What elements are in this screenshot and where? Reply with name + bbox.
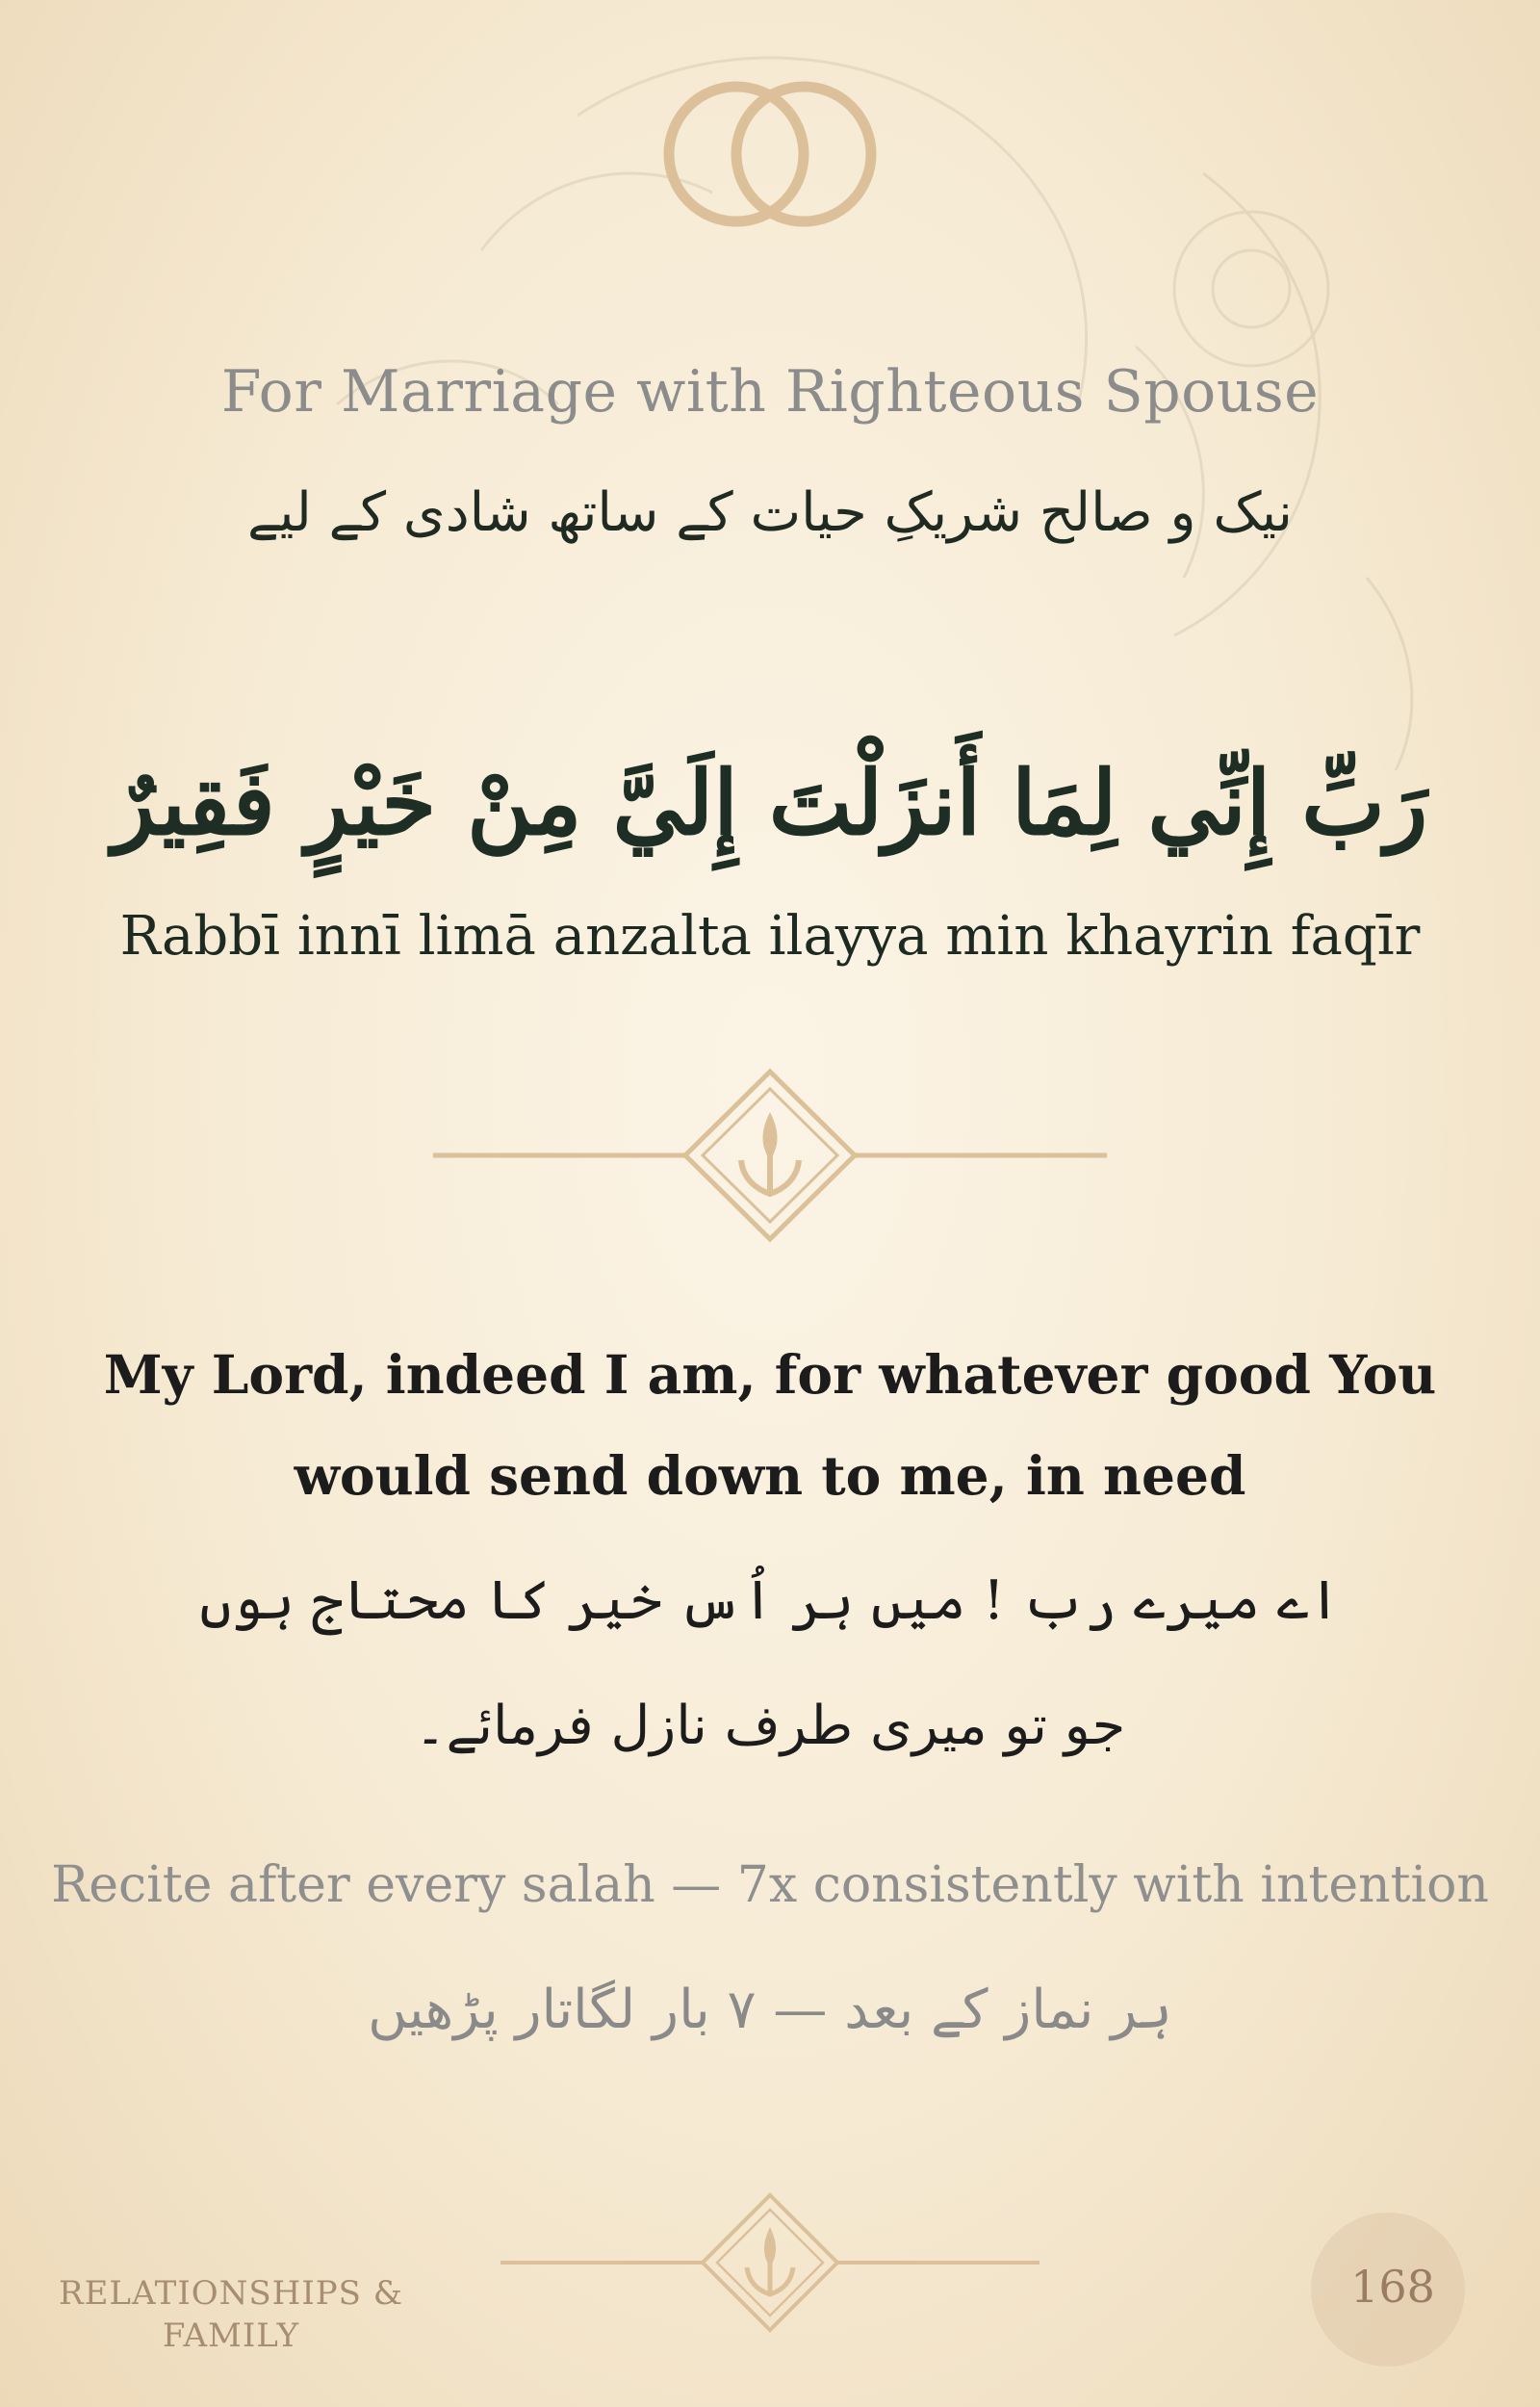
instruction-english: Recite after every salah — 7x consistently with intention: [51, 1856, 1489, 1914]
wedding-rings-icon: [640, 67, 900, 241]
ornamental-divider-top: [433, 1064, 1107, 1247]
title-urdu: نیک و صالح شریکِ حیات کے ساتھ شادی کے لیے: [247, 481, 1293, 544]
instruction-urdu: ہر نماز کے بعد — ۷ بار لگاتار پڑھیں: [368, 1979, 1172, 2041]
title-english: For Marriage with Righteous Spouse: [220, 358, 1320, 426]
category-label: [58, 2272, 404, 2357]
meaning-english-line2: would send down to me, in need: [294, 1444, 1246, 1507]
meaning-urdu-line1: اے میرے رب ! میں ہر اُس خیر کا محتاج ہوں: [199, 1569, 1341, 1632]
dua-arabic: رَبِّ إِنِّي لِمَا أَنزَلْتَ إِلَيَّ مِنْ خَيْرٍ فَقِيرٌ: [112, 751, 1428, 855]
meaning-urdu-line2: جو تو میری طرف نازل فرمائے۔: [414, 1695, 1126, 1757]
ornamental-divider-bottom: [500, 2190, 1040, 2335]
page-number: 168: [1350, 2261, 1435, 2313]
meaning-english-line1: My Lord, indeed I am, for whatever good You: [103, 1343, 1437, 1406]
category-label-line1: RELATIONSHIPS &: [58, 2274, 404, 2313]
dua-transliteration: Rabbī innī limā anzalta ilayya min khayrin faqīr: [119, 905, 1421, 968]
category-label-line2: FAMILY: [162, 2316, 300, 2355]
